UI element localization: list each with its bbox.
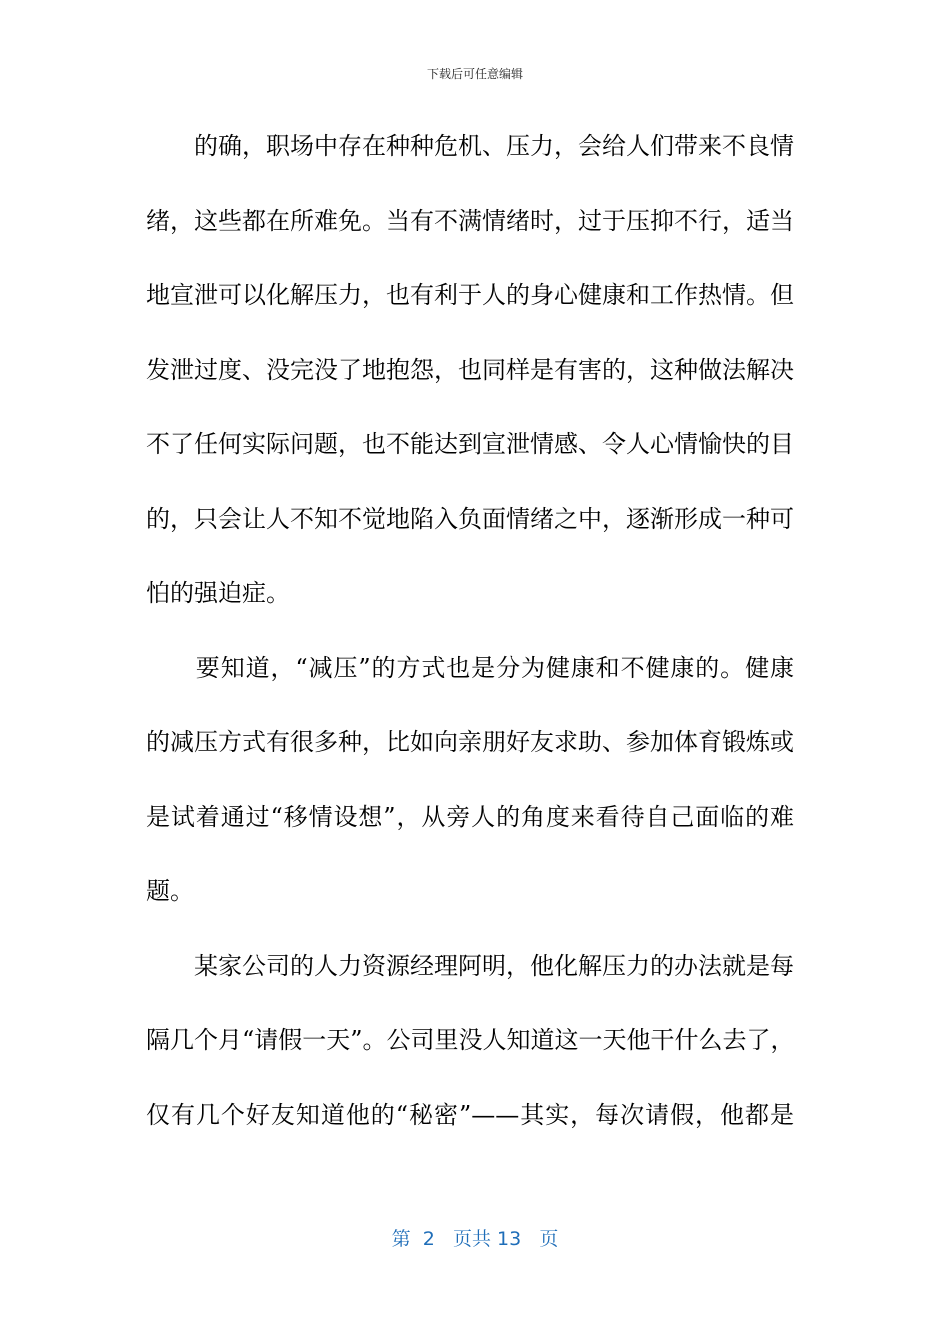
- text-line: 是试着通过“移情设想”，从旁人的角度来看待自己面临的难: [146, 802, 794, 831]
- text-line: 怕的强迫症。: [146, 579, 290, 607]
- text-line: 的确，职场中存在种种危机、压力，会给人们带来不良情: [146, 132, 794, 160]
- text-line: 的减压方式有很多种，比如向亲朋好友求助、参加体育锻炼或: [146, 728, 794, 756]
- text-line: 隔几个月“请假一天”。公司里没人知道这一天他干什么去了，: [146, 1026, 795, 1054]
- text-line: 的，只会让人不知不觉地陷入负面情绪之中，逐渐形成一种可: [146, 504, 794, 533]
- page-footer: [0, 1226, 950, 1252]
- text-line: 要知道，“减压”的方式也是分为健康和不健康的。健康: [146, 653, 794, 682]
- header-note: 下载后可任意编辑: [426, 67, 523, 81]
- current-page-number: 2: [422, 1228, 435, 1250]
- text-line: 某家公司的人力资源经理阿明，他化解压力的办法就是每: [146, 951, 794, 980]
- text-line: 地宣泄可以化解压力，也有利于人的身心健康和工作热情。但: [146, 281, 794, 309]
- text-line: 题。: [146, 877, 194, 905]
- footer-prefix: 第: [391, 1228, 411, 1250]
- document-body: [146, 126, 794, 1169]
- total-pages-number: 13: [497, 1228, 522, 1250]
- text-line: 绪，这些都在所难免。当有不满情绪时，过于压抑不行，适当: [146, 206, 794, 235]
- footer-middle: 页共: [452, 1228, 491, 1250]
- text-line: 发泄过度、没完没了地抱怨，也同样是有害的，这种做法解决: [146, 355, 794, 384]
- text-line: 不了任何实际问题，也不能达到宣泄情感、令人心情愉快的目: [146, 430, 794, 458]
- footer-suffix: 页: [539, 1228, 559, 1250]
- text-line: 仅有几个好友知道他的“秘密”——其实，每次请假，他都是: [146, 1100, 794, 1129]
